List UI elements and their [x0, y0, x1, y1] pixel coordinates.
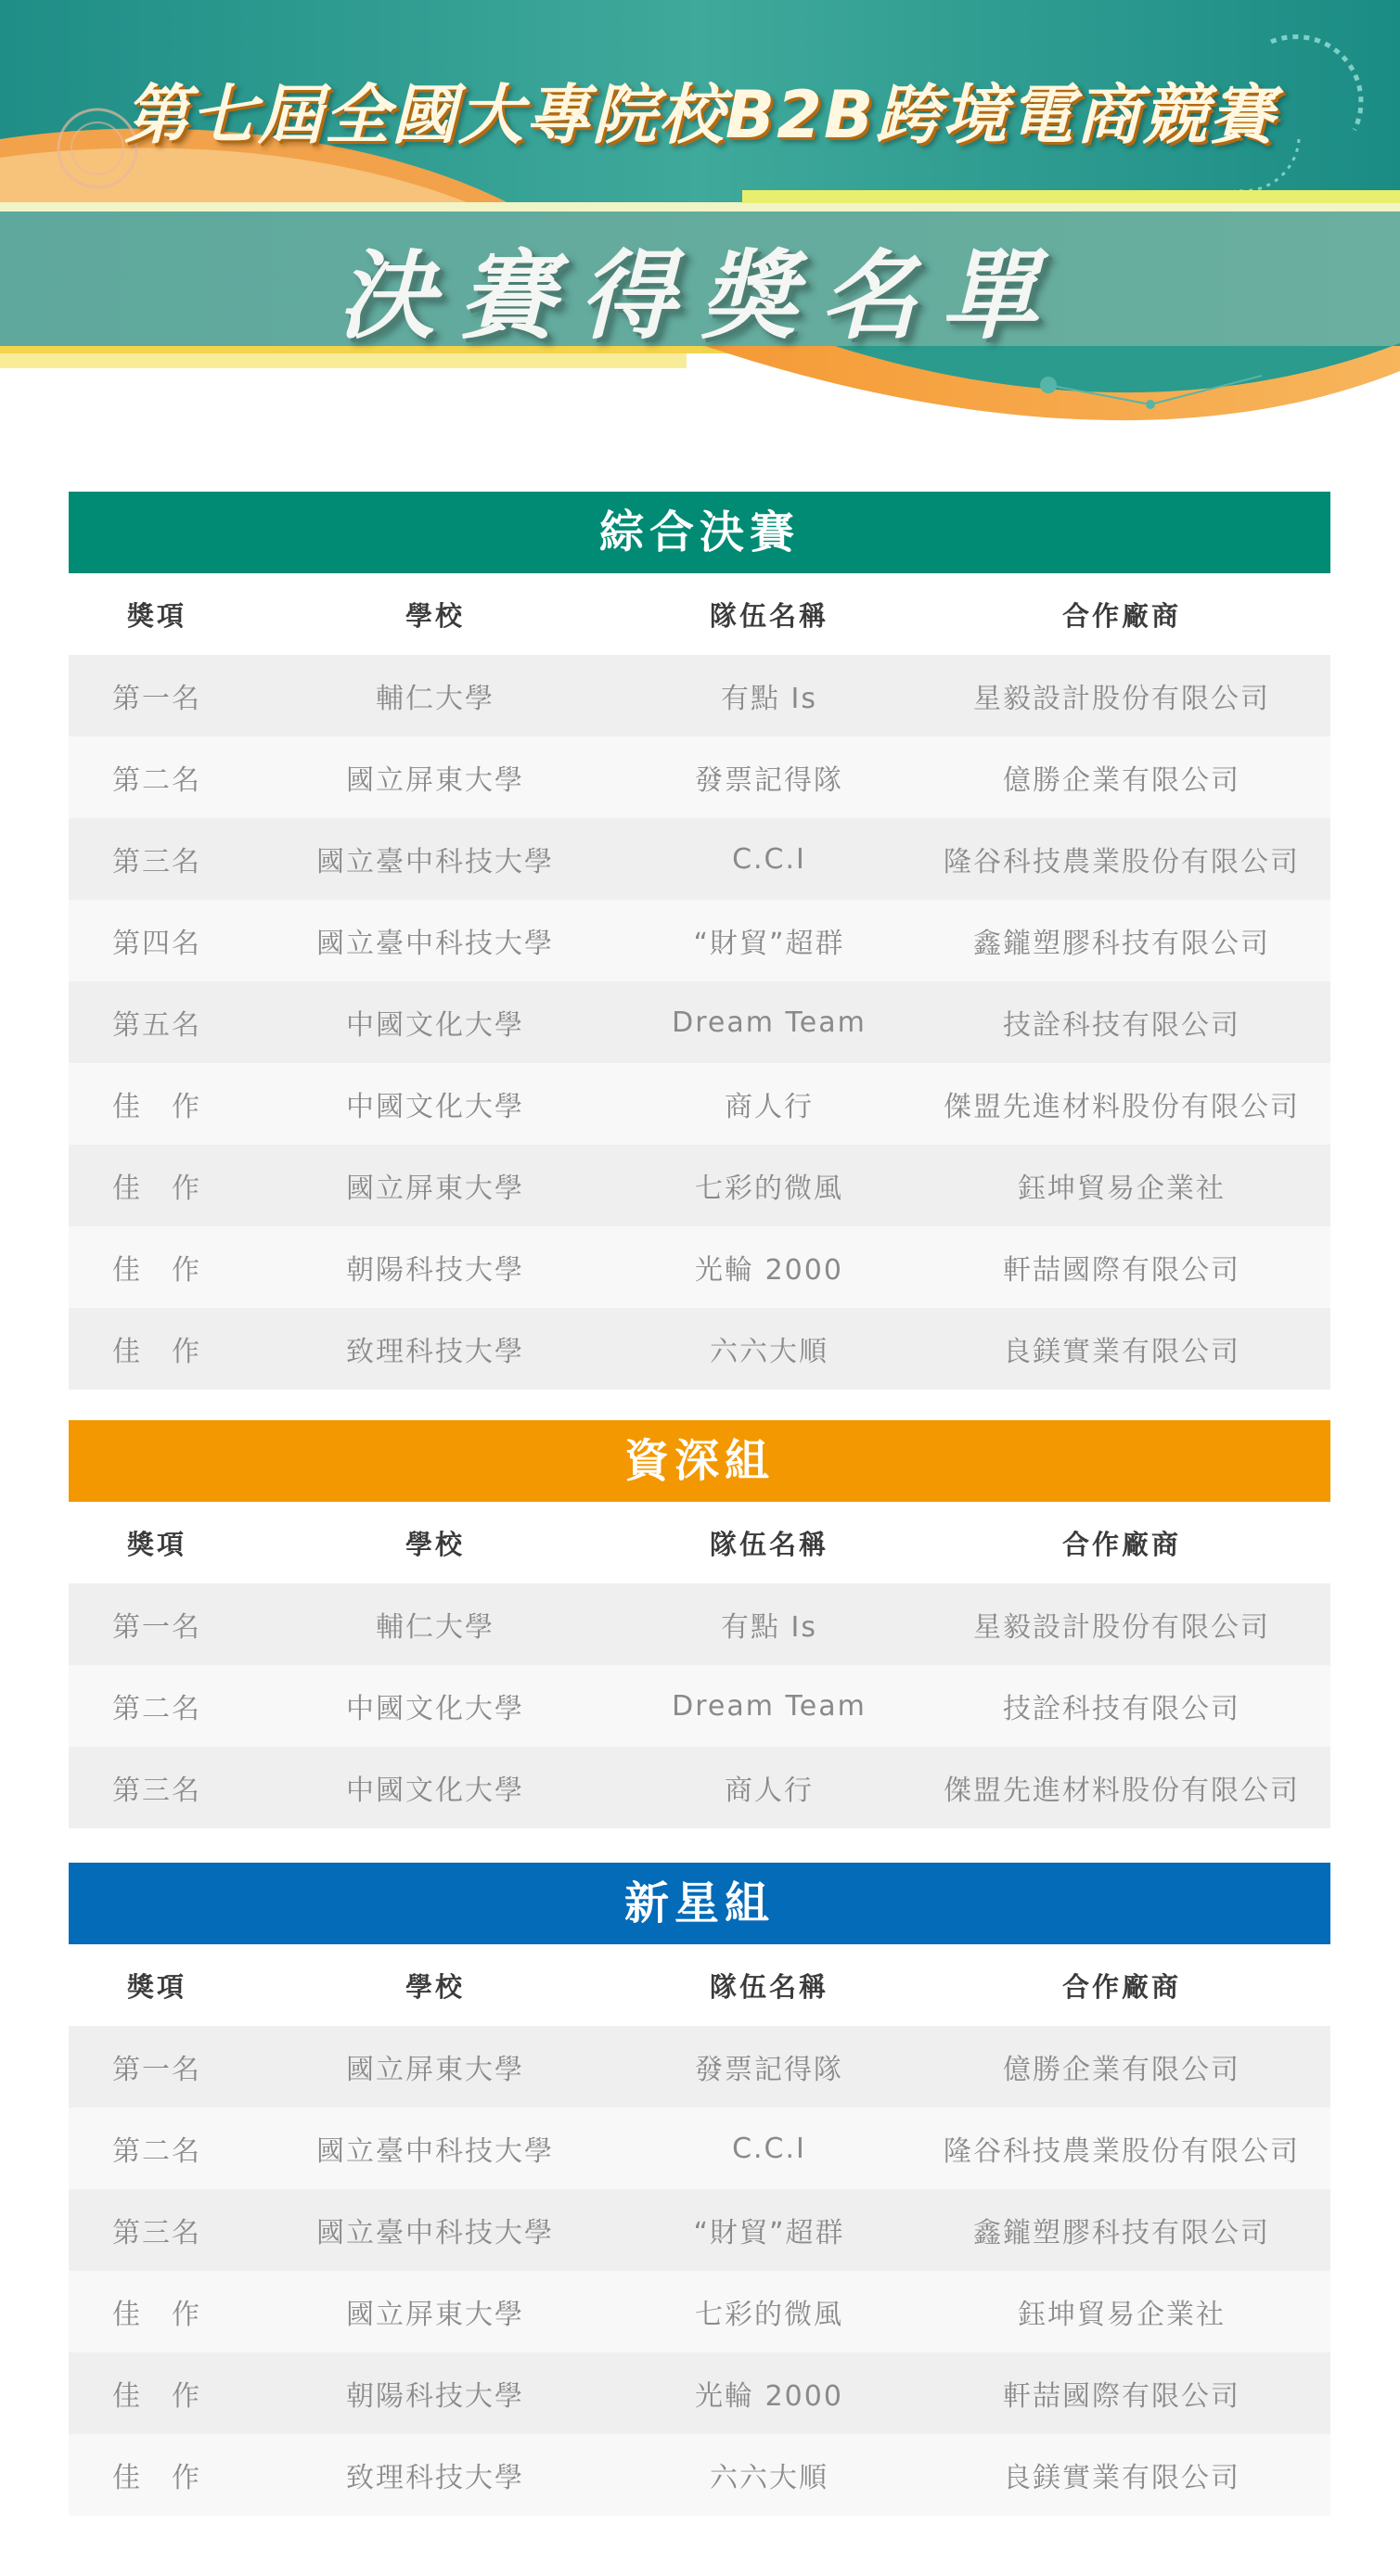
table-row	[69, 2271, 1330, 2352]
table-row	[69, 1665, 1330, 1747]
table-row	[69, 2108, 1330, 2189]
cell-team: C.C.I	[732, 842, 806, 876]
cell-award: 佳 作	[112, 2462, 201, 2494]
column-header-school: 學校	[405, 599, 465, 632]
table-row	[69, 2189, 1330, 2271]
section-title: 綜合決賽	[69, 492, 1330, 573]
table-row	[69, 1747, 1330, 1828]
cell-award: 第二名	[112, 1693, 201, 1725]
cell-partner: 良鎂實業有限公司	[1003, 1336, 1240, 1368]
cell-team: 光輪 2000	[695, 2380, 843, 2413]
cell-partner: 傑盟先進材料股份有限公司	[944, 1775, 1300, 1807]
table-row	[69, 2434, 1330, 2516]
cell-school: 中國文化大學	[346, 1693, 524, 1725]
section-rookie	[69, 1863, 1330, 2516]
banner-subtitle: 決賽得獎名單	[338, 239, 1062, 352]
section-general-final	[69, 492, 1330, 1390]
cell-school: 國立臺中科技大學	[316, 2135, 554, 2168]
table-row	[69, 900, 1330, 981]
cell-team: 商人行	[725, 1775, 814, 1807]
cell-team: 光輪 2000	[695, 1254, 843, 1287]
cell-partner: 傑盟先進材料股份有限公司	[944, 1091, 1300, 1123]
cell-partner: 鑫鑨塑膠科技有限公司	[973, 2217, 1270, 2249]
cell-award: 佳 作	[112, 1336, 201, 1368]
cell-partner: 隆谷科技農業股份有限公司	[944, 846, 1300, 878]
cell-school: 中國文化大學	[346, 1091, 524, 1123]
column-header-school: 學校	[405, 1970, 465, 2003]
cell-partner: 技詮科技有限公司	[1003, 1009, 1240, 1042]
table-row	[69, 2352, 1330, 2434]
column-header-team: 隊伍名稱	[709, 1970, 828, 2003]
cell-team: “財貿”超群	[693, 928, 845, 960]
cell-school: 中國文化大學	[346, 1009, 524, 1042]
cell-team: 發票記得隊	[695, 764, 843, 797]
cell-team: Dream Team	[672, 1689, 867, 1723]
column-header-partner: 合作廠商	[1061, 599, 1181, 632]
cell-award: 第二名	[112, 2135, 201, 2168]
cell-team: 七彩的微風	[695, 2299, 843, 2331]
cell-partner: 良鎂實業有限公司	[1003, 2462, 1240, 2494]
column-header-school: 學校	[405, 1528, 465, 1560]
cell-award: 佳 作	[112, 1173, 201, 1205]
banner-title: 第七屆全國大專院校B2B跨境電商競賽	[123, 77, 1277, 153]
cell-award: 第一名	[112, 1611, 201, 1644]
cell-award: 佳 作	[112, 1091, 201, 1123]
cell-partner: 鑫鑨塑膠科技有限公司	[973, 928, 1270, 960]
cell-partner: 軒喆國際有限公司	[1003, 1254, 1240, 1287]
cell-award: 第五名	[112, 1009, 201, 1042]
cell-school: 致理科技大學	[346, 1336, 524, 1368]
cell-partner: 技詮科技有限公司	[1003, 1693, 1240, 1725]
table-row	[69, 2026, 1330, 2108]
cell-school: 朝陽科技大學	[346, 1254, 524, 1287]
cell-award: 第三名	[112, 1775, 201, 1807]
cell-award: 第三名	[112, 846, 201, 878]
cell-school: 國立屏東大學	[346, 764, 524, 797]
cell-team: C.C.I	[732, 2132, 806, 2165]
cell-school: 輔仁大學	[376, 683, 494, 715]
table-row	[69, 818, 1330, 900]
table-row	[69, 1145, 1330, 1226]
cell-team: 發票記得隊	[695, 2054, 843, 2086]
cell-team: Dream Team	[672, 1006, 867, 1039]
cell-team: 有點 Is	[720, 683, 817, 715]
cell-award: 第四名	[112, 928, 201, 960]
cell-partner: 鈺坤貿易企業社	[1018, 1173, 1226, 1205]
column-header-partner: 合作廠商	[1061, 1528, 1181, 1560]
cell-school: 致理科技大學	[346, 2462, 524, 2494]
cell-award: 第一名	[112, 683, 201, 715]
cell-partner: 軒喆國際有限公司	[1003, 2380, 1240, 2413]
cell-team: “財貿”超群	[693, 2217, 845, 2249]
column-headers	[69, 1502, 1330, 1583]
banner	[0, 0, 1400, 464]
table-row	[69, 737, 1330, 818]
cell-partner: 星毅設計股份有限公司	[973, 1611, 1270, 1644]
cell-team: 七彩的微風	[695, 1173, 843, 1205]
cell-school: 中國文化大學	[346, 1775, 524, 1807]
cell-award: 第一名	[112, 2054, 201, 2086]
table-body	[69, 655, 1330, 1390]
cell-school: 國立臺中科技大學	[316, 928, 554, 960]
cell-partner: 億勝企業有限公司	[1003, 2054, 1240, 2086]
cell-team: 商人行	[725, 1091, 814, 1123]
cell-school: 國立臺中科技大學	[316, 2217, 554, 2249]
column-header-partner: 合作廠商	[1061, 1970, 1181, 2003]
column-header-award: 獎項	[126, 1528, 186, 1560]
column-header-team: 隊伍名稱	[709, 1528, 828, 1560]
cell-school: 朝陽科技大學	[346, 2380, 524, 2413]
cell-partner: 星毅設計股份有限公司	[973, 683, 1270, 715]
section-title: 新星組	[69, 1863, 1330, 1944]
cell-award: 佳 作	[112, 2380, 201, 2413]
cell-partner: 億勝企業有限公司	[1003, 764, 1240, 797]
cell-award: 第三名	[112, 2217, 201, 2249]
cell-school: 國立臺中科技大學	[316, 846, 554, 878]
cell-award: 第二名	[112, 764, 201, 797]
table-row	[69, 1063, 1330, 1145]
table-row	[69, 655, 1330, 737]
cell-school: 國立屏東大學	[346, 2054, 524, 2086]
cell-partner: 隆谷科技農業股份有限公司	[944, 2135, 1300, 2168]
column-header-award: 獎項	[126, 599, 186, 632]
table-body	[69, 2026, 1330, 2516]
column-headers	[69, 573, 1330, 655]
cell-school: 輔仁大學	[376, 1611, 494, 1644]
table-row	[69, 1308, 1330, 1390]
cell-school: 國立屏東大學	[346, 1173, 524, 1205]
table-row	[69, 1583, 1330, 1665]
column-header-team: 隊伍名稱	[709, 599, 828, 632]
cell-team: 有點 Is	[720, 1611, 817, 1644]
table-body	[69, 1583, 1330, 1828]
cell-award: 佳 作	[112, 1254, 201, 1287]
column-header-award: 獎項	[126, 1970, 186, 2003]
cell-team: 六六大順	[710, 1336, 828, 1368]
cell-award: 佳 作	[112, 2299, 201, 2331]
cell-school: 國立屏東大學	[346, 2299, 524, 2331]
cell-team: 六六大順	[710, 2462, 828, 2494]
column-headers	[69, 1944, 1330, 2026]
cell-partner: 鈺坤貿易企業社	[1018, 2299, 1226, 2331]
section-title: 資深組	[69, 1420, 1330, 1502]
table-row	[69, 1226, 1330, 1308]
section-senior	[69, 1420, 1330, 1828]
table-row	[69, 981, 1330, 1063]
